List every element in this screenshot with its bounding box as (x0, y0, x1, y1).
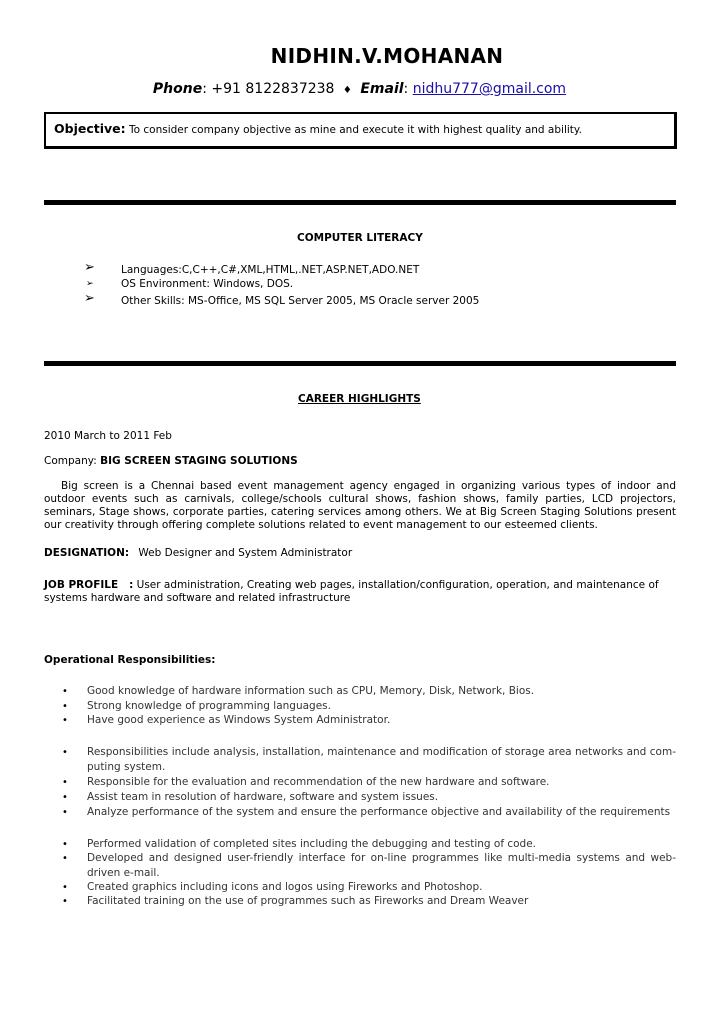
operational-title: Operational Responsibilities: (44, 654, 216, 666)
arrow-bullet-icon: ➢ (86, 279, 94, 289)
candidate-name: NIDHIN.V.MOHANAN (270, 44, 504, 68)
email-link[interactable]: nidhu777@gmail.com (412, 81, 567, 97)
job-profile (44, 579, 676, 605)
bullet-icon: • (62, 686, 68, 697)
designation-label: DESIGNATION: (44, 547, 130, 559)
arrow-bullet-icon: ➢ (84, 291, 95, 306)
designation-value: Web Designer and System Administrator (138, 547, 353, 559)
objective-box (44, 112, 677, 149)
phone-number: +91 8122837238 (211, 81, 335, 97)
bullet-icon: • (62, 715, 68, 726)
job-profile-value: User administration, Creating web pages, installation/configuration, operation, and maintenance of systems hardware and software and related infrastructure (44, 579, 659, 604)
bullet-icon: • (62, 792, 68, 803)
bullet-icon: • (62, 882, 68, 893)
phone-label: Phone (152, 81, 203, 97)
section-divider (44, 200, 676, 205)
career-period: 2010 March to 2011 Feb (44, 430, 172, 442)
job-profile-label: JOB PROFILE : (44, 579, 134, 591)
career-highlights-title: CAREER HIGHLIGHTS (298, 393, 421, 405)
company-description: Big screen is a Chennai based event management agency engaged in organizing various types of indoor and outdoor events such as carnivals, college/schools cultural shows, fashion shows, family parties, LCD projectors, seminars, Stage shows, corporate parties, catering services among others. We at Big Screen Staging Solutions present our creativity through offering complete solutions related to event management to our esteemed clients. (44, 480, 676, 531)
bullet-icon: • (62, 839, 68, 850)
contact-line: Phone: +91 8122837238 ♦ Email: nidhu777@gmail.com (152, 81, 567, 97)
section-divider (44, 361, 676, 366)
bullet-icon: • (62, 807, 68, 818)
bullet-icon: • (62, 777, 68, 788)
bullet-icon: • (62, 896, 68, 907)
objective-text: To consider company objective as mine and execute it with highest quality and ability. (128, 124, 582, 136)
diamond-separator-icon: ♦ (342, 85, 352, 96)
arrow-bullet-icon: ➢ (84, 260, 95, 275)
bullet-icon: • (62, 747, 68, 758)
company-line (44, 455, 676, 468)
email-label: Email (360, 81, 404, 97)
designation-line (44, 547, 676, 560)
bullet-icon: • (62, 701, 68, 712)
bullet-icon: • (62, 853, 68, 864)
company-label: Company: (44, 455, 97, 467)
company-name: BIG SCREEN STAGING SOLUTIONS (100, 455, 298, 467)
objective-label: Objective: (54, 121, 126, 136)
